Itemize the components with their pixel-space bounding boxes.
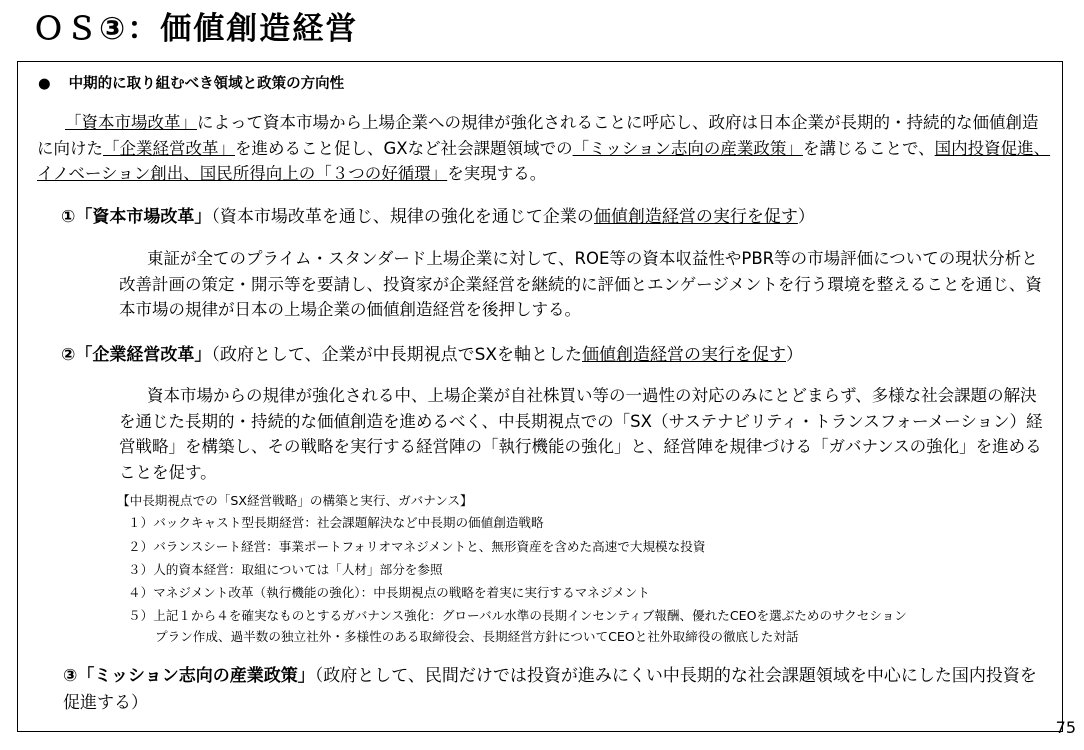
list-item-continuation: プラン作成、過半数の独立社外・多様性のある取締役会、長期経営方針についてCEOと社外取締役の徹底した対話 (155, 629, 799, 644)
list-item: ５）上記１から４を確実なものとするガバナンス強化：グローバル水準の長期インセンティブ報酬、優れたCEOを選ぶためのサクセション (128, 608, 907, 623)
section1-desc-close: ） (797, 207, 815, 227)
intro-text-2: を進めること促し、GXなど社会課題領域での (235, 138, 573, 158)
intro-text-4: を実現する。 (447, 164, 547, 183)
section3-label: ③「ミッション志向の産業政策」 (63, 666, 315, 686)
section1-header (61, 204, 815, 230)
page-number: 75 (1055, 718, 1076, 737)
section2-header (61, 342, 803, 368)
section2-body: 資本市場からの規律が強化される中、上場企業が自社株買い等の一過性の対応のみにとどまらず、多様な社会課題の解決を通じた長期的・持続的な価値創造を進めるべく、中長期視点での「SX（サステナビリティ・トランスフォーメーション）経営戦略」を構築し、その戦略を実行する経営陣の「執行機能の強化」と、経営陣を規律づける「ガバナンスの強化」を進めることを促す。 (119, 386, 1043, 482)
intro-paragraph (37, 110, 1052, 187)
section3-desc: （政府として、民間だけでは投資が進みにくい中長期的な社会課題領域を中心にした国内投資を促進する） (63, 666, 1037, 713)
section1-desc-underlined: 価値創造経営の実行を促す (593, 207, 798, 227)
page-title: ＯＳ③：価値創造経営 (33, 11, 359, 47)
section-heading (38, 72, 344, 93)
list-item: ４）マネジメント改革（執行機能の強化）：中長期視点の戦略を着実に実行するマネジメント (128, 585, 650, 600)
section2-desc-close: ） (786, 345, 804, 365)
heading-text: 中期的に取り組むべき領域と政策の方向性 (68, 76, 345, 92)
section1-label: ①「資本市場改革」 (61, 207, 212, 227)
section2-desc-underlined: 価値創造経営の実行を促す (582, 345, 787, 365)
intro-capital-market-reform: 「資本市場改革」 (65, 113, 197, 132)
intro-text-1: によって資本市場から上場企業への規律が強化されることに呼応し、政府は日本企業が長期的・持続的な価値創造に向けた (37, 113, 1039, 158)
list-item: ２）バランスシート経営：事業ポートフォリオマネジメントと、無形資産を含めた高速で大規模な投資 (128, 539, 706, 554)
section1-body: 東証が全てのプライム・スタンダード上場企業に対して、ROE等の資本収益性やPBR等の市場評価についての現状分析と改善計画の策定・開示等を要請し、投資家が企業経営を継続的に評価とエンゲージメントを行う環境を整えることを通じ、資本市場の規律が日本の上場企業の価値創造経営を後押しする。 (119, 249, 1042, 319)
section3-header (63, 663, 1043, 717)
intro-three-cycles: 国内投資促進、イノベーション創出、国民所得向上の「３つの好循環」 (37, 138, 1051, 183)
list-item: １）バックキャスト型長期経営：社会課題解決など中長期の価値創造戦略 (128, 515, 544, 530)
section2-desc: （政府として、企業が中長期視点でSXを軸とした (211, 345, 583, 365)
section2-list-title: 【中長期視点での「SX経営戦略」の構築と実行、ガバナンス】 (117, 493, 473, 508)
intro-mission-policy: 「ミッション志向の産業政策」 (572, 138, 803, 158)
bullet-icon: ● (38, 76, 51, 92)
intro-corporate-reform: 「企業経営改革」 (103, 138, 235, 158)
intro-text-3: を講じることで、 (802, 138, 935, 158)
section2-label: ②「企業経営改革」 (61, 345, 212, 365)
section1-desc: （資本市場改革を通じ、規律の強化を通じて企業の (211, 207, 594, 227)
list-item: ３）人的資本経営：取組については「人材」部分を参照 (128, 562, 443, 577)
